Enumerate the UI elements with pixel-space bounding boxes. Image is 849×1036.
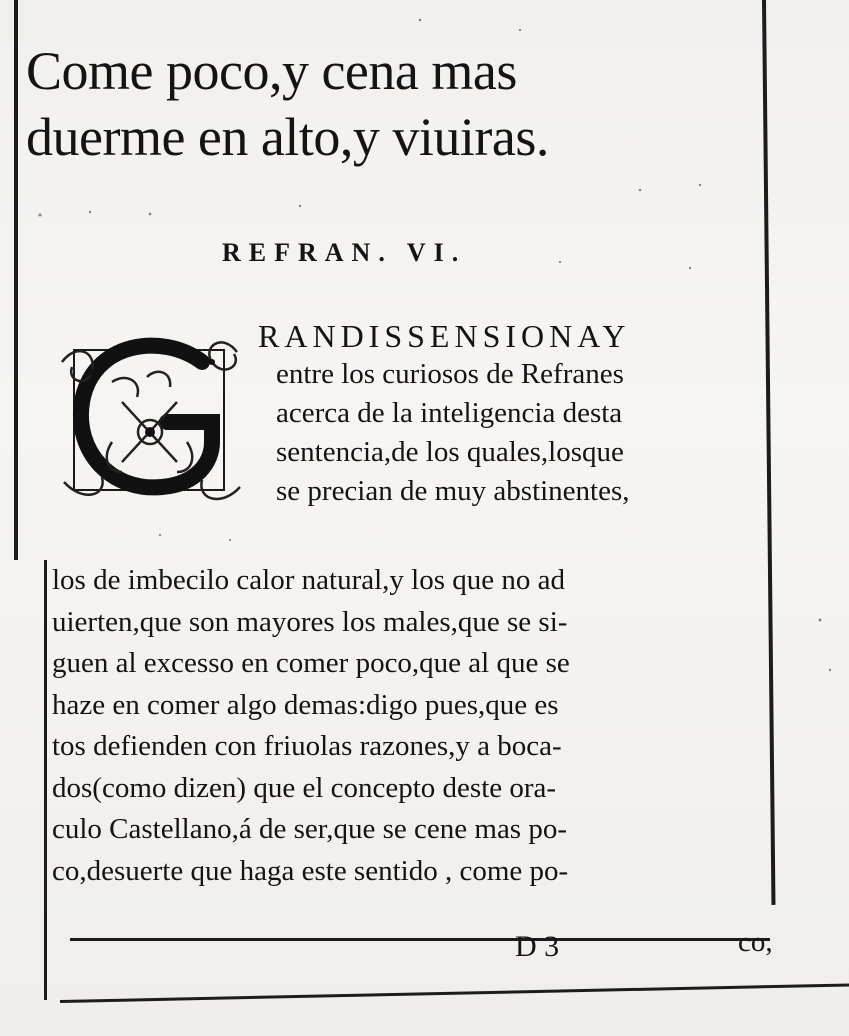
text-line: guen al excesso en comer poco,que al que se: [52, 647, 570, 679]
headline-line-2: duerme en alto,y viuiras.: [26, 107, 549, 167]
indented-paragraph: [276, 355, 776, 511]
decorated-initial-g-icon: [52, 322, 252, 512]
left-border-rule-lower: [44, 560, 47, 1000]
catchword: co,: [738, 926, 773, 958]
page-edge-rule: [60, 983, 849, 1003]
text-line: entre los curiosos de Refranes: [276, 358, 624, 390]
bottom-rule: [70, 938, 770, 941]
text-line: haze en comer algo demas:digo pues,que es: [52, 688, 559, 721]
headline-line-1: Come poco,y cena mas: [26, 41, 517, 101]
text-line: dos(como dizen) que el concepto deste ora-: [52, 771, 557, 804]
signature-mark: D 3: [515, 930, 560, 963]
text-line: tos defienden con friuolas razones,y a boca-: [52, 730, 562, 762]
text-line: uierten,que son mayores los males,que se si-: [52, 605, 568, 638]
refran-subheading: REFRAN. VI.: [222, 238, 467, 267]
text-line: sentencia,de los quales,losque: [276, 436, 624, 468]
opening-small-caps: RANDISSENSIONAY: [258, 318, 631, 354]
proverb-headline: [26, 38, 756, 170]
text-line: acerca de la inteligencia desta: [276, 397, 623, 429]
text-line: los de imbecilo calor natural,y los que no ad: [52, 564, 565, 596]
left-border-rule: [14, 0, 18, 560]
text-line: culo Castellano,á de ser,que se cene mas po-: [52, 813, 568, 845]
body-paragraph: [52, 560, 772, 892]
text-line: se precian de muy abstinentes,: [276, 475, 630, 507]
text-line: co,desuerte que haga este sentido , come po-: [52, 854, 569, 887]
